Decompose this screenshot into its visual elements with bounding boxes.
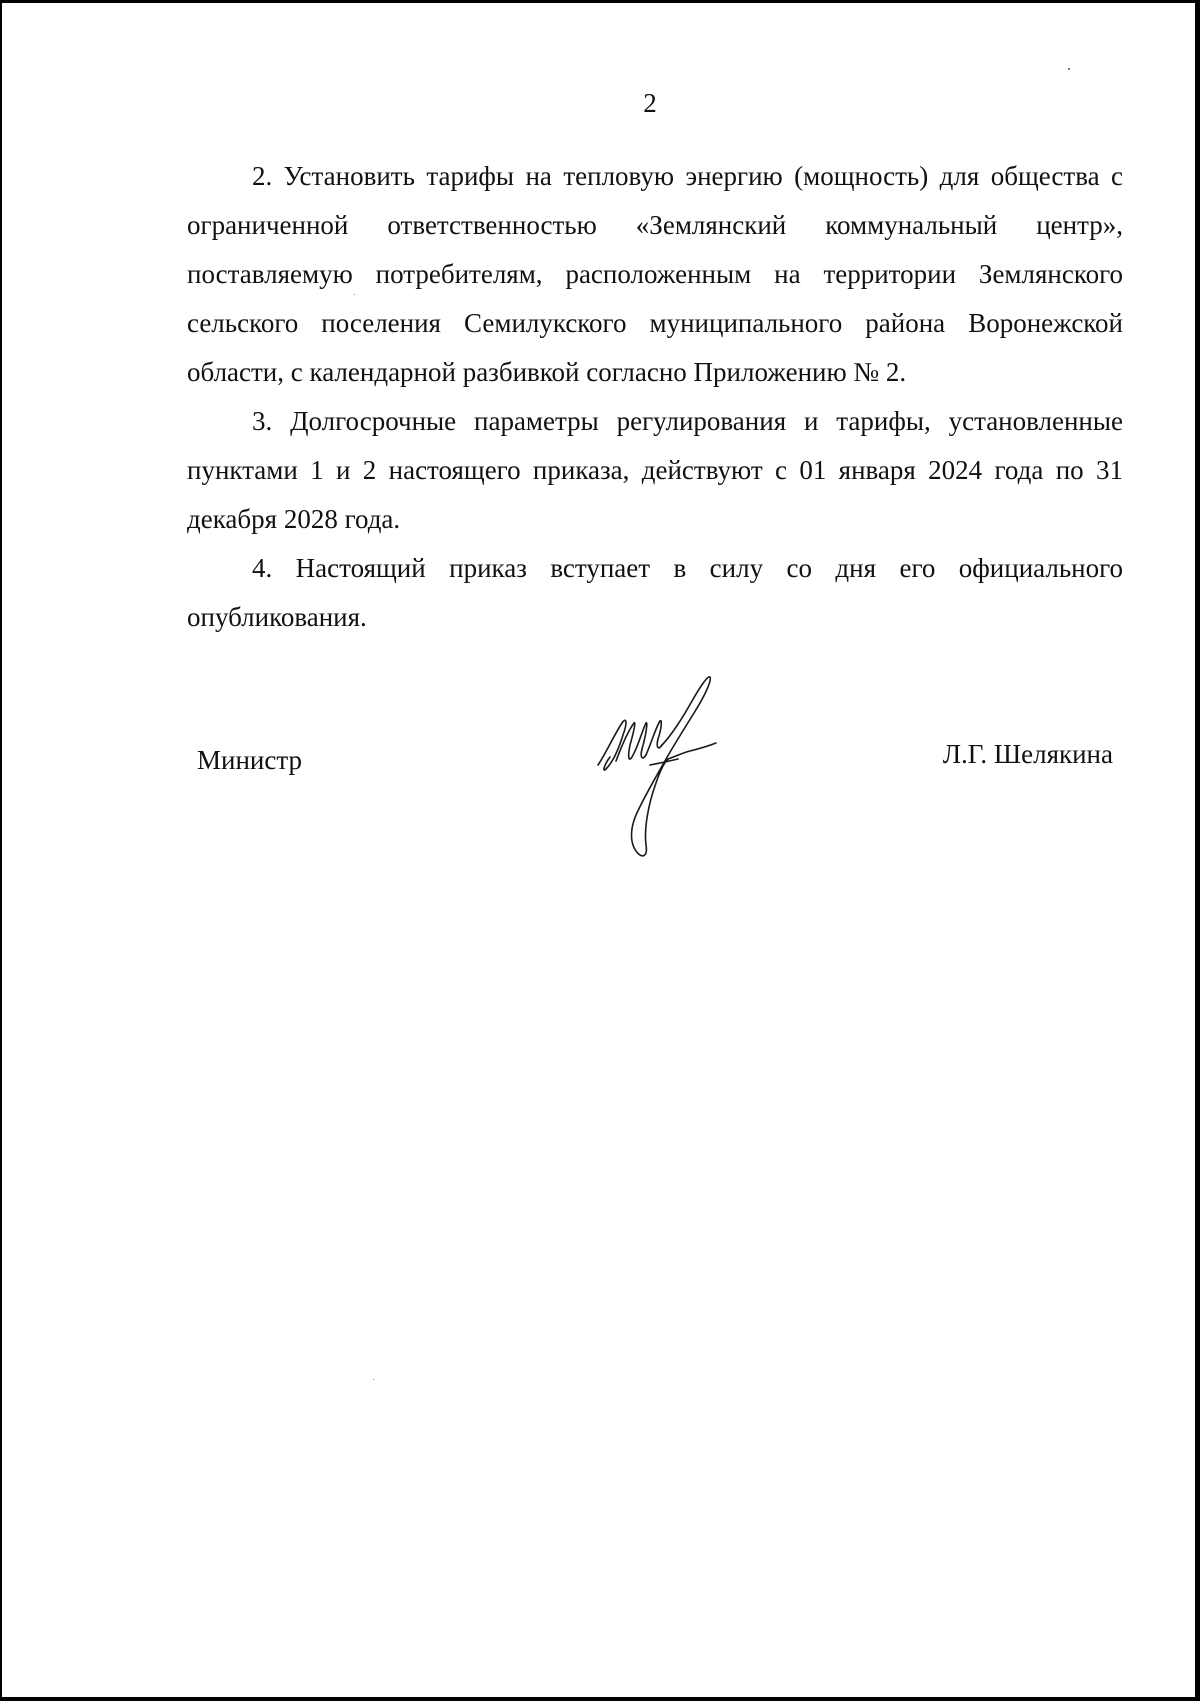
- paragraph-3: 3. Долгосрочные параметры регулирования и тарифы, установленные пунктами 1 и 2 настоящего приказа, действуют с 01 января 2024 года по 31 декабря 2028 года.: [187, 406, 1123, 534]
- page-number: 2: [643, 88, 657, 118]
- document-body: [187, 152, 1123, 642]
- paragraph-4: 4. Настоящий приказ вступает в силу со дня его официального опубликования.: [187, 553, 1123, 632]
- scan-speck: [373, 1379, 374, 1380]
- handwritten-signature: [590, 665, 740, 870]
- signer-title: Министр: [197, 745, 302, 775]
- paragraph-2: 2. Установить тарифы на тепловую энергию (мощность) для общества с ограниченной ответственностью «Землянский коммунальный центр», поставляемую потребителям, расположенным на территории Землянского сельского поселения Семилукского муниципального района Воронежской области, с календарной разбивкой согласно Приложению № 2.: [187, 161, 1123, 387]
- scan-speck: [354, 294, 355, 295]
- scan-speck: [1068, 68, 1070, 70]
- signer-name: Л.Г. Шелякина: [942, 739, 1113, 769]
